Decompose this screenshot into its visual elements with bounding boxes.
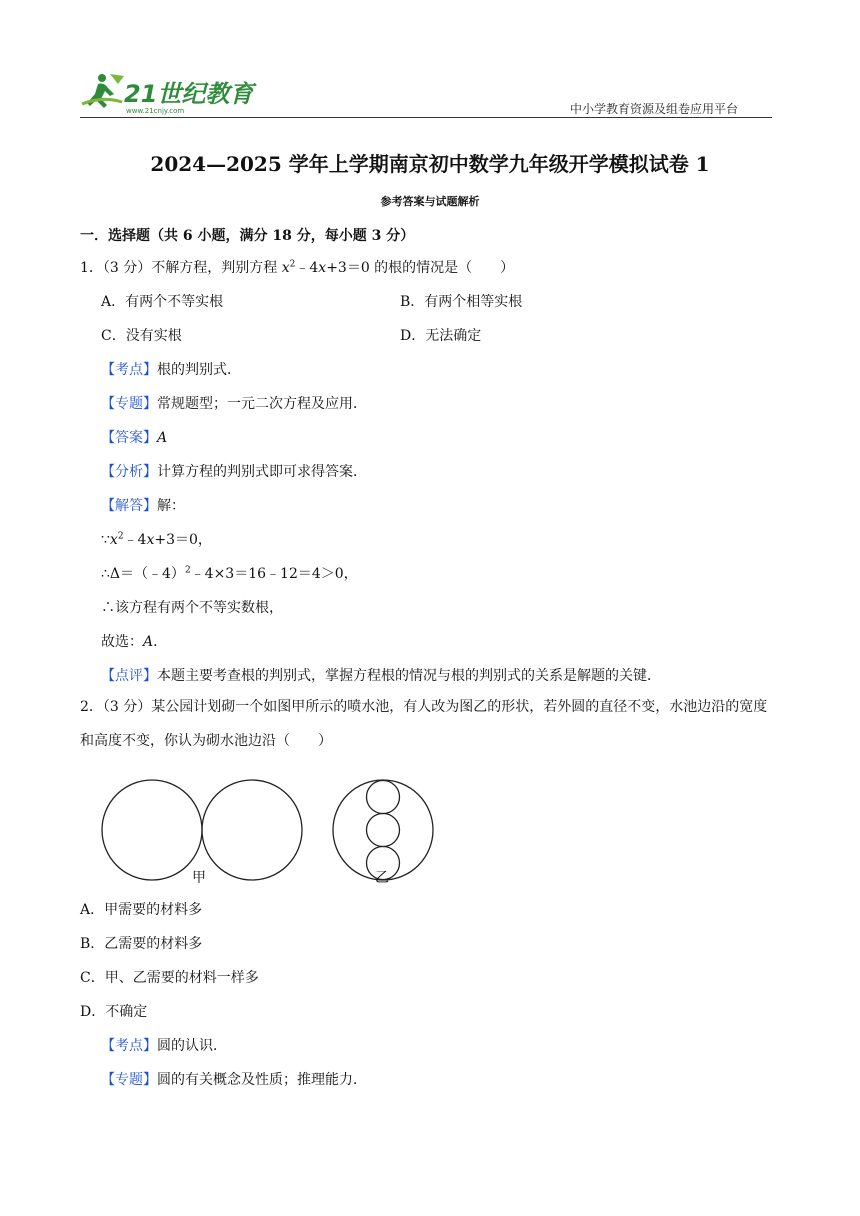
q1-step4 — [101, 632, 167, 652]
q1-zhuanti-tag: 【专题】 — [101, 396, 157, 412]
yi-inner-circle-middle — [367, 814, 400, 847]
q1-step3: ∴该方程有两个不等实数根， — [101, 600, 283, 616]
q1-kaodian-tag: 【考点】 — [101, 362, 157, 378]
yi-outer-circle — [333, 780, 433, 880]
q1-step1-c: +3＝0， — [154, 532, 212, 548]
runner-logo-icon — [80, 68, 260, 116]
q2-option-c: C．甲、乙需要的材料一样多 — [80, 970, 259, 986]
q1-dianping-text: 本题主要考查根的判别式，掌握方程根的情况与根的判别式的关系是解题的关键． — [157, 668, 661, 684]
logo-text: 21世纪教育 — [124, 80, 254, 108]
q1-stem — [80, 258, 514, 278]
q2-option-d: D．不确定 — [80, 1004, 148, 1020]
q1-jieda-text: 解： — [157, 498, 185, 514]
q1-step4-a: 故选： — [101, 634, 143, 650]
q2-option-b: B．乙需要的材料多 — [80, 936, 203, 952]
header-divider — [80, 117, 772, 118]
q1-option-b: B．有两个相等实根 — [400, 294, 523, 310]
q1-answer — [101, 428, 167, 448]
section-heading: 一．选择题（共 6 小题，满分 18 分，每小题 3 分） — [80, 228, 415, 244]
q1-dianping — [101, 666, 661, 686]
q1-zhuanti-text: 常规题型；一元二次方程及应用． — [157, 396, 367, 412]
platform-name: 中小学教育资源及组卷应用平台 — [569, 102, 738, 116]
q1-dianping-tag: 【点评】 — [101, 668, 157, 684]
q1-step1-a: ∵ — [101, 532, 110, 548]
q1-option-a: A．有两个不等实根 — [101, 294, 224, 310]
jia-right-circle — [202, 780, 302, 880]
page-title: 2024—2025 学年上学期南京初中数学九年级开学模拟试卷 1 — [150, 152, 710, 176]
yi-inner-circle-top — [367, 781, 400, 814]
q1-stem-prefix: 1．（3 分）不解方程，判别方程 — [80, 260, 282, 276]
q1-step1-x: x — [109, 532, 118, 548]
q1-step1 — [101, 530, 212, 550]
q1-fenxi — [101, 462, 367, 482]
q1-stem-x: x — [281, 260, 290, 276]
fig-label-yi: 乙 — [375, 870, 389, 886]
q1-option-d: D．无法确定 — [400, 328, 482, 344]
q1-stem-x2: x — [318, 260, 327, 276]
q2-zhuanti-text: 圆的有关概念及性质；推理能力． — [157, 1072, 367, 1088]
q1-step1-b: ﹣4 — [123, 532, 147, 548]
jia-left-circle — [102, 780, 202, 880]
q1-step2-a: ∴Δ＝（﹣4） — [101, 566, 185, 582]
fig-label-jia: 甲 — [192, 870, 206, 886]
q1-jieda-tag: 【解答】 — [101, 498, 157, 514]
q1-stem-suffix: +3＝0 的根的情况是（ ） — [326, 260, 515, 276]
q1-fenxi-text: 计算方程的判别式即可求得答案． — [157, 464, 367, 480]
q2-zhuanti — [101, 1070, 367, 1090]
q2-figure — [95, 762, 445, 892]
q1-answer-tag: 【答案】 — [101, 430, 157, 446]
q1-step1-sup: 2 — [117, 531, 124, 542]
site-logo — [80, 68, 260, 116]
q1-answer-text: A — [157, 430, 168, 446]
q1-jieda — [101, 496, 185, 516]
q2-option-a: A．甲需要的材料多 — [80, 902, 203, 918]
q2-zhuanti-tag: 【专题】 — [101, 1072, 157, 1088]
page-subtitle: 参考答案与试题解析 — [380, 195, 480, 208]
q1-fenxi-tag: 【分析】 — [101, 464, 157, 480]
q1-step2 — [101, 564, 358, 584]
q1-step2-b: ﹣4×3＝16﹣12＝4＞0， — [190, 566, 358, 582]
logo-url-text: www.21cnjy.com — [126, 107, 185, 115]
q1-stem-mid: ﹣4 — [295, 260, 319, 276]
q1-step4-b: ． — [153, 634, 168, 650]
q1-option-c: C．没有实根 — [101, 328, 182, 344]
q1-stem-sup: 2 — [289, 259, 296, 270]
q2-kaodian — [101, 1036, 227, 1056]
q2-stem: 2．（3 分）某公园计划砌一个如图甲所示的喷水池，有人改为图乙的形状，若外圆的直径不变，水池边沿的宽度和高度不变，你认为砌水池边沿（ ） — [80, 699, 768, 749]
q1-kaodian-text: 根的判别式． — [157, 362, 241, 378]
q1-step1-x2: x — [146, 532, 155, 548]
q2-kaodian-tag: 【考点】 — [101, 1038, 157, 1054]
q1-step4-i: A — [143, 634, 154, 650]
q1-kaodian — [101, 360, 241, 380]
q1-step2-sup: 2 — [184, 565, 191, 576]
q1-zhuanti — [101, 394, 367, 414]
q2-kaodian-text: 圆的认识． — [157, 1038, 227, 1054]
fountain-diagram — [95, 762, 445, 892]
